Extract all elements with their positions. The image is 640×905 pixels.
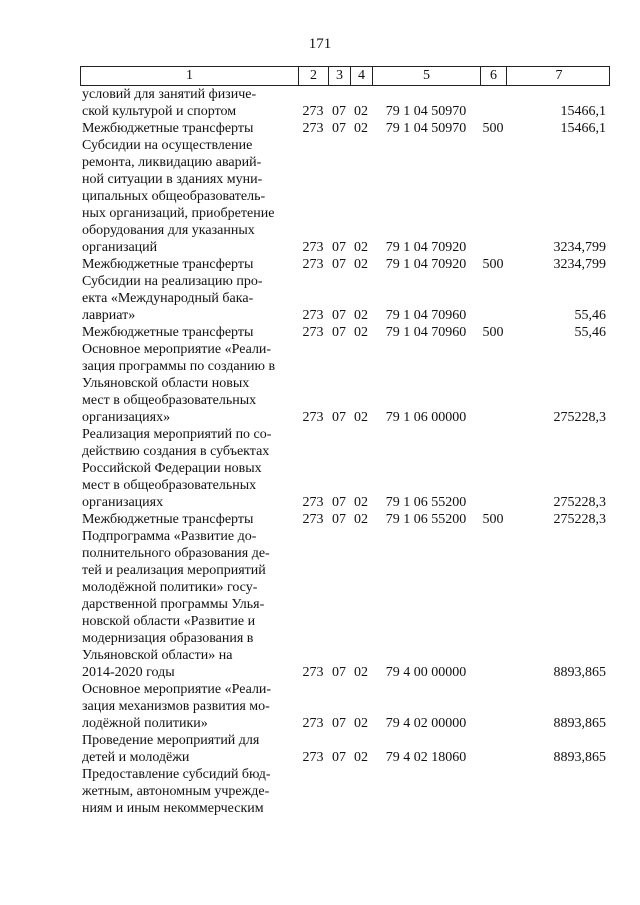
description-line: новской области «Развитие и — [82, 614, 256, 629]
description-line: мест в общеобразовательных — [82, 478, 257, 493]
description-line: организациях» — [82, 410, 171, 425]
budget-table — [80, 66, 610, 817]
row-section: 07 — [332, 665, 346, 680]
row-description — [80, 766, 298, 817]
description-line: Проведение мероприятий для — [82, 733, 260, 748]
row-ministry-code: 273 — [302, 121, 324, 136]
description-line: ципальных общеобразователь- — [82, 189, 266, 204]
row-subsection: 02 — [354, 410, 368, 425]
table-body — [80, 86, 610, 817]
row-amount: 8893,865 — [553, 716, 606, 731]
row-section: 07 — [332, 512, 346, 527]
row-ministry-code: 273 — [302, 410, 324, 425]
row-ministry-code: 273 — [302, 104, 324, 119]
row-section: 07 — [332, 240, 346, 255]
row-target-article: 79 1 06 55200 — [385, 495, 467, 510]
row-ministry-code: 273 — [302, 308, 324, 323]
row-section: 07 — [332, 257, 346, 272]
row-section: 07 — [332, 104, 346, 119]
table-row — [80, 681, 610, 732]
row-amount: 15466,1 — [560, 104, 606, 119]
table-header — [80, 66, 610, 86]
table-row — [80, 273, 610, 324]
description-line: Межбюджетные трансферты — [82, 121, 254, 136]
description-line: мест в общеобразовательных — [82, 393, 257, 408]
row-target-article: 79 4 02 18060 — [385, 750, 467, 765]
description-line: действию создания в субъектах — [82, 444, 270, 459]
header-col-2: 2 — [299, 67, 329, 85]
description-line: модернизация образования в — [82, 631, 254, 646]
description-line: Ульяновской области» на — [82, 648, 233, 663]
header-col-4: 4 — [351, 67, 373, 85]
row-amount: 3234,799 — [553, 240, 606, 255]
row-target-article: 79 1 06 55200 — [385, 512, 467, 527]
description-line: оборудования для указанных — [82, 223, 255, 238]
row-section: 07 — [332, 495, 346, 510]
description-line: полнительного образования де- — [82, 546, 270, 561]
description-line: Основное мероприятие «Реали- — [82, 682, 272, 697]
row-ministry-code: 273 — [302, 240, 324, 255]
row-section: 07 — [332, 716, 346, 731]
description-line: лавриат» — [82, 308, 136, 323]
description-line: Предоставление субсидий бюд- — [82, 767, 271, 782]
row-ministry-code: 273 — [302, 716, 324, 731]
table-row — [80, 341, 610, 426]
description-line: дарственной программы Улья- — [82, 597, 265, 612]
description-line: зация механизмов развития мо- — [82, 699, 270, 714]
row-ministry-code: 273 — [302, 512, 324, 527]
table-row — [80, 137, 610, 256]
description-line: ниям и иным некоммерческим — [82, 801, 264, 816]
row-target-article: 79 1 04 70960 — [385, 308, 467, 323]
table-row — [80, 120, 610, 137]
description-line: Межбюджетные трансферты — [82, 325, 254, 340]
row-expense-type: 500 — [482, 512, 504, 527]
row-description — [80, 341, 298, 426]
row-description — [80, 732, 298, 766]
row-section: 07 — [332, 121, 346, 136]
description-line: Российской Федерации новых — [82, 461, 262, 476]
row-target-article: 79 4 02 00000 — [385, 716, 467, 731]
row-description — [80, 273, 298, 324]
row-description — [80, 426, 298, 511]
row-ministry-code: 273 — [302, 750, 324, 765]
row-description — [80, 256, 298, 273]
row-target-article: 79 1 04 70920 — [385, 240, 467, 255]
row-amount: 275228,3 — [553, 512, 606, 527]
description-line: ской культурой и спортом — [82, 104, 237, 119]
row-description — [80, 528, 298, 681]
row-amount: 275228,3 — [553, 495, 606, 510]
row-section: 07 — [332, 325, 346, 340]
description-line: условий для занятий физиче- — [82, 87, 257, 102]
header-col-3: 3 — [329, 67, 351, 85]
header-col-1: 1 — [81, 67, 299, 85]
description-line: Межбюджетные трансферты — [82, 257, 254, 272]
row-amount: 55,46 — [574, 308, 606, 323]
row-target-article: 79 1 04 50970 — [385, 104, 467, 119]
description-line: ной ситуации в зданиях муни- — [82, 172, 263, 187]
table-row — [80, 528, 610, 681]
row-section: 07 — [332, 410, 346, 425]
row-description — [80, 324, 298, 341]
description-line: 2014-2020 годы — [82, 665, 175, 680]
table-row — [80, 732, 610, 766]
row-subsection: 02 — [354, 104, 368, 119]
row-description — [80, 681, 298, 732]
description-line: Субсидии на осуществление — [82, 138, 253, 153]
row-expense-type: 500 — [482, 121, 504, 136]
row-amount: 8893,865 — [553, 665, 606, 680]
row-subsection: 02 — [354, 750, 368, 765]
row-description — [80, 86, 298, 120]
header-col-7: 7 — [555, 68, 563, 83]
row-subsection: 02 — [354, 240, 368, 255]
description-line: организациях — [82, 495, 164, 510]
row-expense-type: 500 — [482, 325, 504, 340]
row-target-article: 79 1 06 00000 — [385, 410, 467, 425]
table-row — [80, 766, 610, 817]
row-amount: 15466,1 — [560, 121, 606, 136]
row-amount: 8893,865 — [553, 750, 606, 765]
row-description — [80, 511, 298, 528]
row-subsection: 02 — [354, 512, 368, 527]
row-ministry-code: 273 — [302, 665, 324, 680]
row-target-article: 79 1 04 70920 — [385, 257, 467, 272]
description-line: тей и реализация мероприятий — [82, 563, 266, 578]
row-subsection: 02 — [354, 325, 368, 340]
table-row — [80, 324, 610, 341]
row-subsection: 02 — [354, 716, 368, 731]
table-row — [80, 256, 610, 273]
description-line: ремонта, ликвидацию аварий- — [82, 155, 262, 170]
row-target-article: 79 1 04 50970 — [385, 121, 467, 136]
description-line: детей и молодёжи — [82, 750, 190, 765]
description-line: Ульяновской области новых — [82, 376, 250, 391]
row-expense-type: 500 — [482, 257, 504, 272]
header-col-6: 6 — [481, 67, 507, 85]
description-line: зация программы по созданию в — [82, 359, 276, 374]
row-ministry-code: 273 — [302, 325, 324, 340]
description-line: лодёжной политики» — [82, 716, 208, 731]
row-amount: 275228,3 — [553, 410, 606, 425]
description-line: Субсидии на реализацию про- — [82, 274, 263, 289]
row-description — [80, 137, 298, 256]
row-amount: 3234,799 — [553, 257, 606, 272]
description-line: Основное мероприятие «Реали- — [82, 342, 272, 357]
row-subsection: 02 — [354, 257, 368, 272]
row-section: 07 — [332, 308, 346, 323]
description-line: Межбюджетные трансферты — [82, 512, 254, 527]
row-ministry-code: 273 — [302, 495, 324, 510]
description-line: Подпрограмма «Развитие до- — [82, 529, 257, 544]
description-line: ных организаций, приобретение — [82, 206, 275, 221]
description-line: Реализация мероприятий по со- — [82, 427, 272, 442]
table-row — [80, 426, 610, 511]
description-line: молодёжной политики» госу- — [82, 580, 258, 595]
row-section: 07 — [332, 750, 346, 765]
page-number: 171 — [308, 36, 332, 52]
row-description — [80, 120, 298, 137]
row-target-article: 79 4 00 00000 — [385, 665, 467, 680]
row-subsection: 02 — [354, 308, 368, 323]
row-subsection: 02 — [354, 495, 368, 510]
table-row — [80, 511, 610, 528]
header-col-5: 5 — [373, 67, 481, 85]
row-amount: 55,46 — [574, 325, 606, 340]
row-ministry-code: 273 — [302, 257, 324, 272]
row-subsection: 02 — [354, 121, 368, 136]
description-line: жетным, автономным учрежде- — [82, 784, 270, 799]
table-row — [80, 86, 610, 120]
description-line: екта «Международный бака- — [82, 291, 254, 306]
description-line: организаций — [82, 240, 158, 255]
row-subsection: 02 — [354, 665, 368, 680]
row-target-article: 79 1 04 70960 — [385, 325, 467, 340]
